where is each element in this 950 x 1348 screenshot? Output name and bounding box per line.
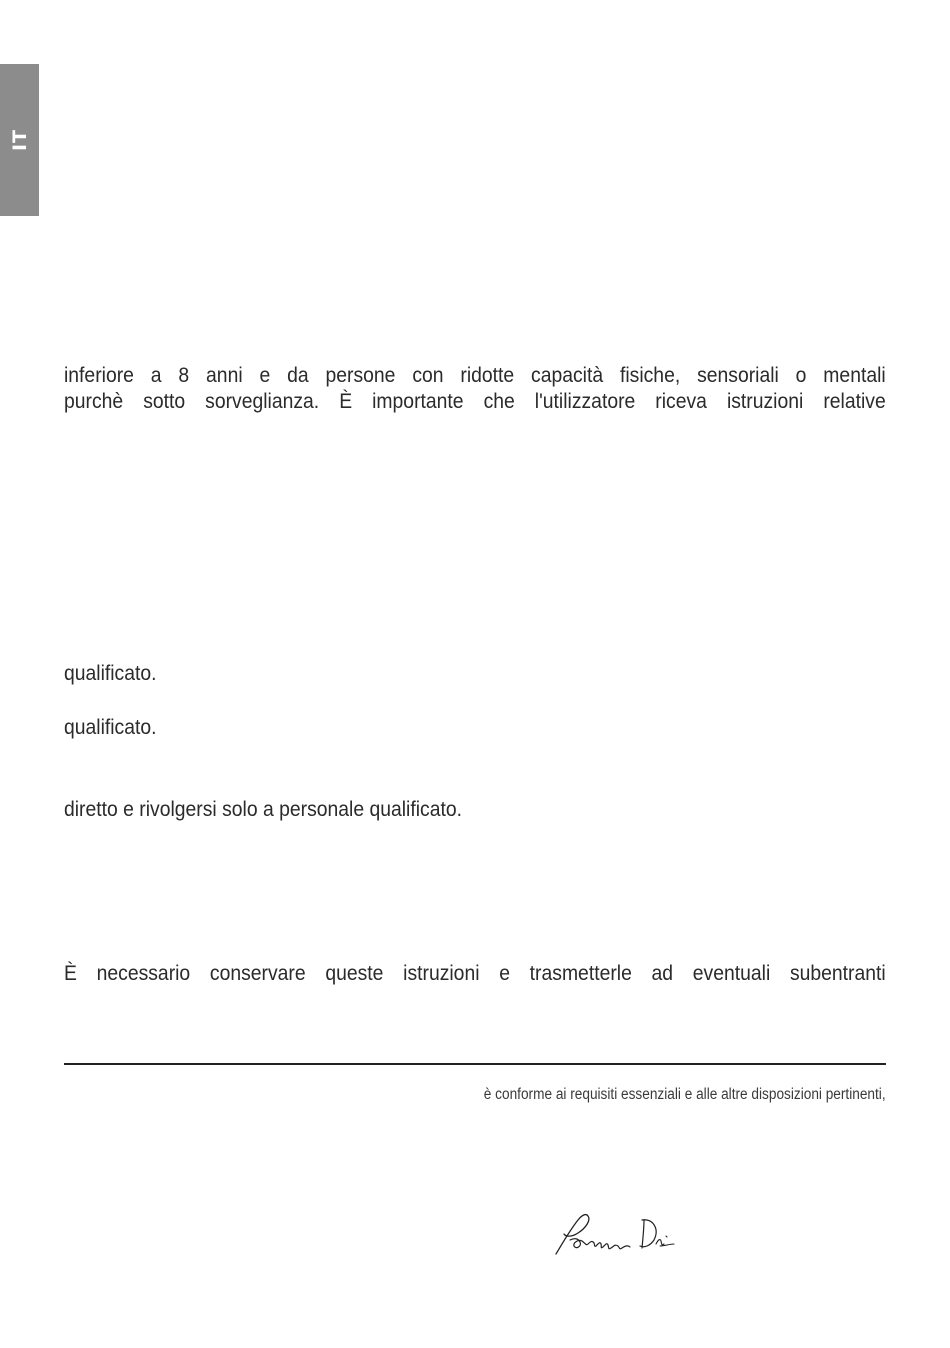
paragraph-line: inferiore a 8 anni e da persone con ridotte capacità fisiche, sensoriali o mentali	[64, 363, 886, 387]
paragraph-qualified-2: qualificato.	[64, 715, 157, 739]
paragraph-child-safety	[64, 362, 886, 414]
paragraph-line: purchè sotto sorveglianza. È importante che l'utilizzatore riceva istruzioni relative	[64, 389, 886, 413]
language-tab	[0, 64, 39, 216]
horizontal-divider	[64, 1063, 886, 1065]
paragraph-keep-instructions: È necessario conservare queste istruzioni e trasmetterle ad eventuali subentranti	[64, 961, 886, 985]
paragraph-qualified-personnel: diretto e rivolgersi solo a personale qualificato.	[64, 797, 462, 821]
declaration-text: è conforme ai requisiti essenziali e alle altre disposizioni pertinenti,	[484, 1086, 886, 1103]
language-tab-label: IT	[8, 128, 31, 152]
signature-image	[548, 1206, 678, 1266]
paragraph-qualified-1: qualificato.	[64, 661, 157, 685]
